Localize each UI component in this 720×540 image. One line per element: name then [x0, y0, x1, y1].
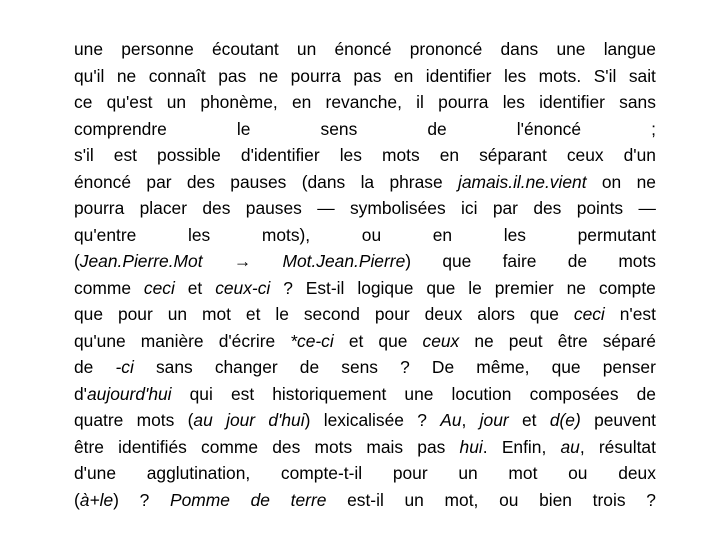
word: mot [508, 463, 538, 483]
word: ; [651, 118, 656, 139]
word: pour [117, 304, 153, 324]
word: ? [400, 357, 410, 377]
word: même, [476, 357, 530, 377]
word: qu'est [106, 92, 153, 112]
word: un [167, 304, 188, 324]
word: qu'entre [74, 224, 137, 245]
word: sans [155, 357, 193, 377]
word: bien [539, 489, 572, 510]
word: pas [353, 65, 382, 86]
word: énoncé [74, 171, 132, 192]
word: ou [568, 463, 588, 483]
word: second [303, 304, 360, 324]
word: est [230, 383, 255, 404]
word: sait [628, 65, 656, 86]
word: qu'il [74, 65, 105, 86]
word: écoutant [211, 39, 279, 59]
paragraph-text [74, 36, 656, 513]
word: des [202, 198, 231, 218]
word: peut [508, 330, 543, 351]
word: ne [474, 330, 494, 351]
word: mot, [444, 489, 479, 510]
text-line [74, 301, 656, 328]
word: lexicalisée [323, 410, 404, 430]
word: points [576, 198, 624, 218]
word: une [556, 39, 586, 59]
word: l'énoncé [516, 118, 582, 139]
word: mots [136, 410, 175, 430]
word: ceux-ci [215, 277, 271, 298]
word: hui. [459, 436, 488, 457]
word: Pomme [170, 489, 230, 510]
word: et [187, 277, 203, 298]
word: un [458, 463, 478, 483]
word: (Jean.Pierre.Mot [74, 251, 203, 271]
word: une [404, 383, 434, 404]
word: un [296, 39, 317, 59]
word: n'est [619, 304, 656, 324]
word: comme [74, 277, 132, 298]
word: d'hui) [268, 410, 311, 430]
word: Mot.Jean.Pierre) [282, 251, 412, 271]
word: s'il [74, 145, 94, 165]
word: qui [189, 383, 213, 404]
word: dans [500, 39, 539, 59]
word: personne [121, 39, 194, 59]
word: S'il [593, 65, 617, 86]
word: en [291, 92, 312, 112]
text-line [74, 460, 656, 487]
word: que [378, 330, 408, 351]
word: sens [320, 118, 358, 139]
word: de [427, 118, 447, 139]
word: placer [139, 198, 188, 218]
word: un [166, 92, 187, 112]
word: faire [502, 251, 537, 271]
text-line [74, 381, 656, 408]
word: (dans [301, 171, 346, 192]
word: alors [477, 304, 515, 324]
word: prononcé [409, 39, 483, 59]
word: le [468, 277, 482, 298]
word: identifiés [118, 436, 187, 457]
word: d(e) [549, 410, 581, 430]
word: compte-t-il [280, 463, 363, 483]
word: par [146, 171, 172, 192]
word: d'écrire [218, 330, 276, 351]
word: mots. [538, 65, 582, 86]
word: et [245, 304, 261, 324]
word: premier [494, 277, 554, 298]
text-line [74, 434, 656, 461]
word: *ce-ci [290, 330, 334, 351]
text-line [74, 222, 656, 249]
word: jour [479, 410, 509, 430]
word: des [272, 436, 301, 457]
word: d'un [623, 145, 656, 165]
text-line [74, 354, 656, 381]
word: d'une [74, 463, 117, 483]
word: sens [341, 357, 378, 377]
word: possible [157, 145, 221, 165]
word: de [636, 383, 656, 404]
text-line [74, 407, 656, 434]
word: jamais.il.ne.vient [457, 171, 587, 192]
word: ? [283, 277, 293, 298]
word: est [113, 145, 137, 165]
word: manière [140, 330, 204, 351]
word: phrase [389, 171, 443, 192]
word: identifier [425, 65, 492, 86]
word: être [557, 330, 588, 351]
word: Enfin, [501, 436, 547, 457]
text-line [74, 248, 656, 275]
word: -ci [115, 357, 134, 377]
word: pour [374, 304, 410, 324]
word: locution [451, 383, 512, 404]
word: en [439, 145, 460, 165]
word: revanche, [325, 92, 402, 112]
word: mots [314, 436, 353, 457]
word: Est-il [305, 277, 345, 298]
word: mots), [261, 224, 311, 245]
word: compte [598, 277, 656, 298]
word: énoncé [334, 39, 392, 59]
word: qu'une [74, 330, 126, 351]
text-line [74, 142, 656, 169]
word: au, [560, 436, 585, 457]
word: pourra [438, 92, 489, 112]
text-line [74, 116, 656, 143]
word: une [74, 39, 104, 59]
word: de [567, 251, 588, 271]
text-line [74, 36, 656, 63]
word: pas [218, 65, 247, 86]
word: deux [618, 463, 656, 483]
word: ici [461, 198, 478, 218]
word: d'aujourd'hui [74, 383, 172, 404]
word: pour [392, 463, 428, 483]
text-line [74, 275, 656, 302]
word: composées [529, 383, 619, 404]
word: logique [357, 277, 414, 298]
word: des [186, 171, 215, 192]
text-line [74, 328, 656, 355]
word: jour [226, 410, 256, 430]
word: que [529, 304, 559, 324]
word: peuvent [594, 410, 656, 430]
word: est-il [347, 489, 384, 510]
word: résultat [598, 436, 656, 457]
word: ceux [422, 330, 460, 351]
word: — [317, 198, 335, 218]
word: pauses [245, 198, 302, 218]
word: les [339, 145, 362, 165]
word: pourra [290, 65, 341, 86]
word: deux [424, 304, 463, 324]
word: en [393, 65, 414, 86]
word: ceci [143, 277, 175, 298]
word: penser [602, 357, 656, 377]
text-line [74, 195, 656, 222]
word: mais [366, 436, 404, 457]
word: changer [214, 357, 278, 377]
word: ou [499, 489, 519, 510]
word: permutant [577, 224, 656, 245]
word: agglutination, [146, 463, 251, 483]
word: que [426, 277, 456, 298]
word: des [533, 198, 562, 218]
word: ne [258, 65, 279, 86]
word: que [551, 357, 581, 377]
word: mot [201, 304, 231, 324]
word: être [74, 436, 104, 457]
word: ce [74, 92, 93, 112]
text-line [74, 63, 656, 90]
word: ceux [566, 145, 604, 165]
word: par [492, 198, 518, 218]
word: mots [618, 251, 656, 271]
word: un [404, 489, 424, 510]
word: que [442, 251, 472, 271]
word: De [431, 357, 455, 377]
word: Au, [440, 410, 467, 430]
word: ne [116, 65, 137, 86]
text-line [74, 89, 656, 116]
word: les [503, 65, 527, 86]
word: les [187, 224, 211, 245]
word: — [638, 198, 656, 218]
word: on [601, 171, 622, 192]
word: ? [646, 489, 656, 510]
word: ne [566, 277, 586, 298]
word: langue [603, 39, 656, 59]
word: pourra [74, 198, 125, 218]
word: (au [187, 410, 213, 430]
text-line [74, 487, 656, 514]
word: de [299, 357, 320, 377]
word: que [74, 304, 104, 324]
word: et [521, 410, 537, 430]
word: → [233, 251, 252, 271]
word: le [236, 118, 251, 139]
word: quatre [74, 410, 124, 430]
word: de [74, 357, 94, 377]
word: connaît [148, 65, 206, 86]
word: en [432, 224, 453, 245]
word: la [360, 171, 375, 192]
word: il [416, 92, 424, 112]
word: les [502, 92, 525, 112]
word: sans [619, 92, 656, 112]
word: trois [592, 489, 626, 510]
word: ? [139, 489, 150, 510]
word: séparé [602, 330, 656, 351]
word: comme [201, 436, 259, 457]
word: et [348, 330, 364, 351]
word: de [250, 489, 270, 510]
word: pauses [230, 171, 287, 192]
word: identifier [539, 92, 605, 112]
word: ne [636, 171, 656, 192]
word: le [275, 304, 289, 324]
word: historiquement [272, 383, 387, 404]
word: (à+le) [74, 489, 119, 510]
text-line [74, 169, 656, 196]
word: ceci [573, 304, 605, 324]
word: mots [381, 145, 420, 165]
word: pas [417, 436, 446, 457]
word: d'identifier [240, 145, 320, 165]
word: ? [417, 410, 427, 430]
word: séparant [479, 145, 547, 165]
word: ou [361, 224, 382, 245]
word: phonème, [200, 92, 278, 112]
word: les [503, 224, 526, 245]
word: symbolisées [349, 198, 446, 218]
word: terre [290, 489, 327, 510]
word: comprendre [74, 118, 167, 139]
